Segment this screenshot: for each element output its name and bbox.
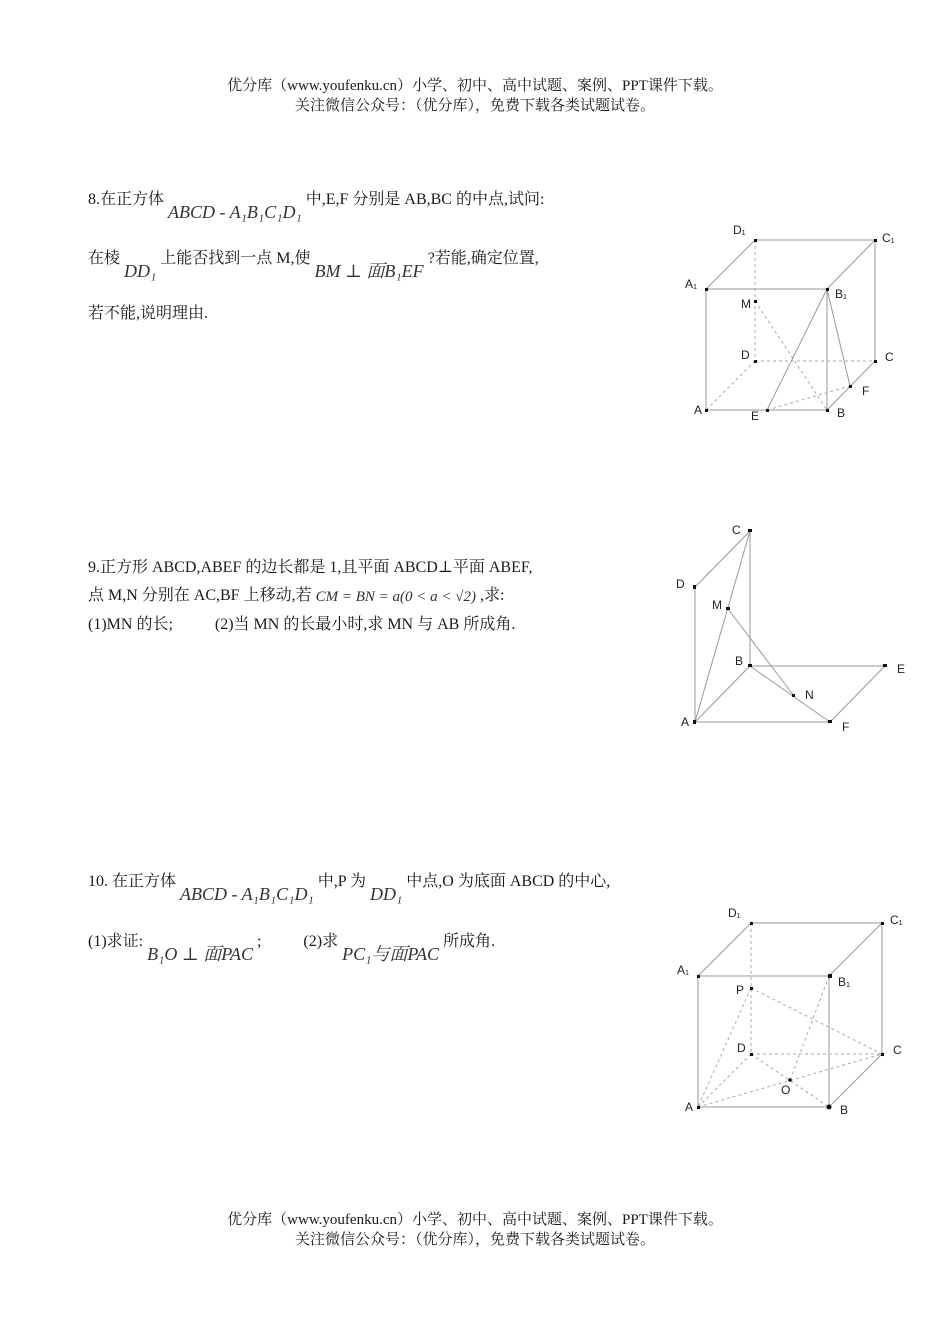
footer-line-1: 优分库（www.youfenku.cn）小学、初中、高中试题、案例、PPT课件下载。 xyxy=(227,1212,723,1228)
q8-label-F: F xyxy=(862,384,870,398)
page-header xyxy=(0,76,950,116)
q9-label-B: B xyxy=(735,654,744,668)
q9-label-N: N xyxy=(805,688,814,702)
q8-condition-expr: BM ⊥ 面B₁EF xyxy=(314,261,424,281)
q9-figure xyxy=(670,515,915,740)
footer-line-2: 关注微信公众号：（优分库），免费下载各类试题试卷。 xyxy=(294,1232,655,1248)
q8-point-C1 xyxy=(874,239,877,242)
q8-point-D xyxy=(754,360,757,363)
q10-point-B xyxy=(827,1105,832,1110)
q9-seg-MN xyxy=(728,609,794,696)
q10-seg-B1O xyxy=(790,976,829,1080)
q8-cube-figure xyxy=(675,215,910,430)
q10-part1-expr: B₁O ⊥ 面PAC xyxy=(147,944,253,964)
q9-point-B xyxy=(748,664,752,667)
q9-point-D xyxy=(693,585,696,589)
q9-point-N xyxy=(792,694,795,697)
q9-label-C: C xyxy=(732,523,741,537)
q8-edge-A1D1 xyxy=(706,240,755,289)
q8-label-D1: D₁ xyxy=(733,223,746,237)
q10-point-D1 xyxy=(750,922,753,925)
q10-label-C: C xyxy=(893,1043,902,1057)
q10-label-D1: D₁ xyxy=(728,906,741,920)
q9-edge-EF xyxy=(830,666,885,722)
q8-edge-expr: DD₁ xyxy=(124,261,157,281)
q9-part-1: (1)MN 的长; xyxy=(88,616,173,633)
q10-cube-figure xyxy=(670,900,915,1120)
q9-label-E: E xyxy=(897,662,906,676)
q9-line-1: 9.正方形 ABCD,ABEF 的边长都是 1,且平面 ABCD⊥平面 ABEF, xyxy=(88,559,533,576)
q10-point-P xyxy=(750,987,753,990)
q9-point-C xyxy=(748,529,752,532)
header-line-2: 关注微信公众号：（优分库），免费下载各类试题试卷。 xyxy=(294,98,655,114)
q8-label-D: D xyxy=(741,348,750,362)
q10-part2-expr: PC₁与面PAC xyxy=(342,944,440,964)
q9-point-M xyxy=(726,607,730,610)
page-footer xyxy=(0,1210,950,1250)
q10-label-B1: B₁ xyxy=(838,975,851,989)
q10-point-C xyxy=(881,1053,884,1056)
q9-condition-expr: CM = BN = a(0 < a < √2) xyxy=(315,589,476,605)
q9-label-D: D xyxy=(676,577,685,591)
q8-point-C xyxy=(874,360,877,363)
q8-line-2: 在棱 DD₁ 上能否找到一点 M,使 BM ⊥ 面B₁EF ?若能,确定位置, xyxy=(88,250,539,281)
q10-line-1: 10. 在正方体 ABCD - A₁B₁C₁D₁ 中,P 为 DD₁ 中点,O 为底面 ABCD 的中心, xyxy=(88,873,611,904)
q8-seg-B1E xyxy=(767,289,827,410)
q9-diag-BF xyxy=(750,666,830,722)
q8-line-1: 8.在正方体 ABCD - A₁B₁C₁D₁ 中,E,F 分别是 AB,BC 的中点,试问: xyxy=(88,191,545,222)
q10-line-2: (1)求证: B₁O ⊥ 面PAC ; (2)求 PC₁与面PAC 所成角. xyxy=(88,933,496,964)
q9-label-A: A xyxy=(681,715,690,729)
q8-label-B1: B₁ xyxy=(835,287,848,301)
q8-label-B: B xyxy=(837,406,846,420)
q8-point-F xyxy=(849,385,852,388)
q8-label-C: C xyxy=(885,350,894,364)
q8-label-A: A xyxy=(694,403,703,417)
q10-cube-expr: ABCD - A₁B₁C₁D₁ xyxy=(180,884,314,904)
q8-point-D1 xyxy=(754,239,757,242)
q10-label-P: P xyxy=(736,983,745,997)
q10-point-O xyxy=(788,1078,792,1082)
q10-label-C1: C₁ xyxy=(890,913,903,927)
header-line-1: 优分库（www.youfenku.cn）小学、初中、高中试题、案例、PPT课件下载。 xyxy=(227,78,723,94)
q10-point-D xyxy=(750,1053,753,1056)
q8-label-A1: A₁ xyxy=(685,277,698,291)
q9-label-F: F xyxy=(842,720,850,734)
q9-line-2: 点 M,N 分别在 AC,BF 上移动,若 CM = BN = a(0 < a < √2) ,求: xyxy=(88,587,505,605)
q8-seg-B1F xyxy=(827,289,850,386)
q10-label-B: B xyxy=(840,1103,849,1117)
q9-part-2: (2)当 MN 的长最小时,求 MN 与 AB 所成角. xyxy=(214,616,516,633)
q10-point-A1 xyxy=(697,975,700,978)
q8-seg-MB xyxy=(755,301,827,410)
q9-point-A xyxy=(693,720,696,724)
q8-label-C1: C₁ xyxy=(882,231,895,245)
q8-point-A1 xyxy=(705,288,708,291)
q10-label-A: A xyxy=(685,1100,694,1114)
q10-edge-expr: DD₁ xyxy=(370,884,403,904)
q9-label-M: M xyxy=(712,598,722,612)
q10-point-B1 xyxy=(828,974,832,978)
q10-seg-PC xyxy=(751,988,882,1054)
q10-edge-B1C1 xyxy=(829,923,882,976)
q8-label-M: M xyxy=(741,297,751,311)
q8-edge-DA xyxy=(706,361,755,410)
q9-point-E xyxy=(883,664,887,667)
q8-point-B xyxy=(826,409,829,412)
q8-point-A xyxy=(705,409,708,412)
q9-point-F xyxy=(828,720,832,723)
q10-label-D: D xyxy=(737,1041,746,1055)
q8-point-M xyxy=(754,300,757,303)
q8-edge-B1C1 xyxy=(827,240,875,289)
q10-point-C1 xyxy=(881,922,884,925)
q8-cube-expr: ABCD - A₁B₁C₁D₁ xyxy=(168,202,302,222)
q10-label-O: O xyxy=(781,1083,791,1097)
q8-point-E xyxy=(766,409,769,412)
q8-point-B1 xyxy=(826,288,829,291)
q9-line-3 xyxy=(88,611,515,634)
q10-edge-DA xyxy=(698,1054,751,1107)
q8-line-3: 若不能,说明理由. xyxy=(88,305,209,322)
q10-edge-A1D1 xyxy=(698,923,751,976)
q10-point-A xyxy=(697,1106,700,1109)
q8-label-E: E xyxy=(751,409,760,423)
q10-label-A1: A₁ xyxy=(677,963,690,977)
